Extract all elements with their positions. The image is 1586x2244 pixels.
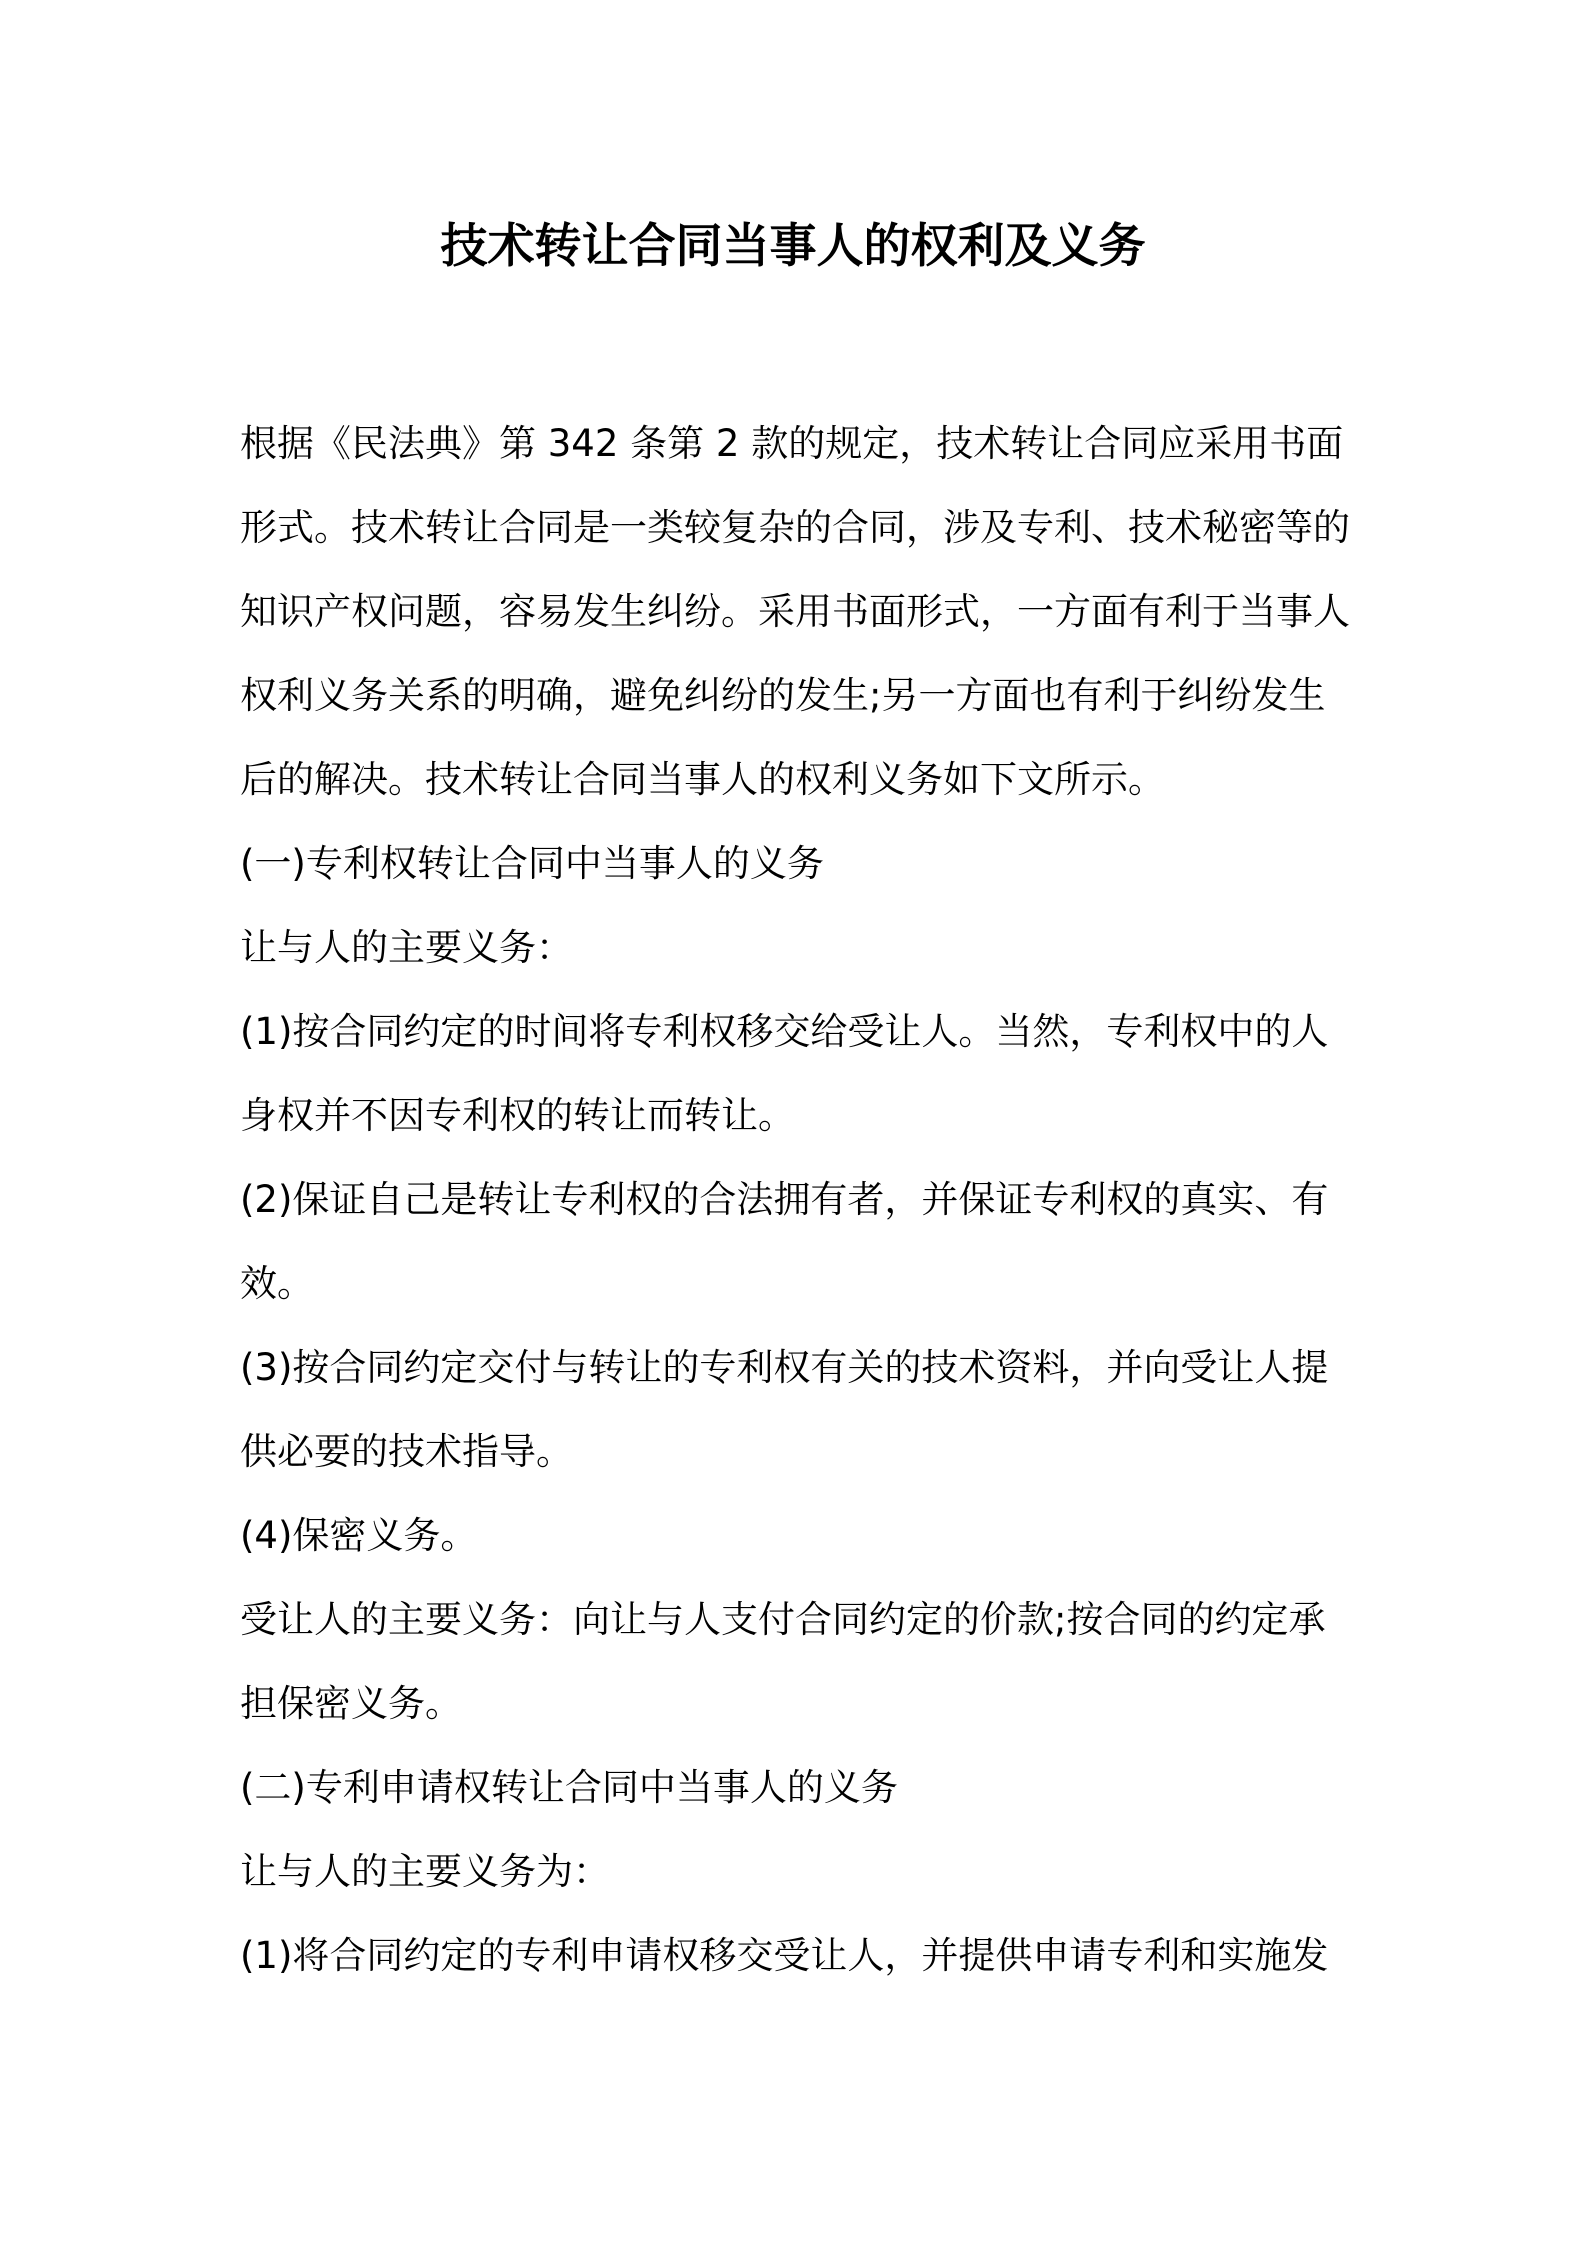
list-item-line: (1)将合同约定的专利申请权移交受让人，并提供申请专利和实施发	[240, 1934, 1329, 1977]
list-item-line: 效。	[240, 1262, 314, 1305]
paragraph-line: 担保密义务。	[240, 1682, 462, 1725]
paragraph-line: 根据《民法典》第 342 条第 2 款的规定，技术转让合同应采用书面	[240, 422, 1344, 465]
section-heading: (一)专利权转让合同中当事人的义务	[240, 842, 824, 885]
section-heading: (二)专利申请权转让合同中当事人的义务	[240, 1766, 898, 1809]
list-item-line: (4)保密义务。	[240, 1514, 478, 1557]
paragraph-line: 后的解决。技术转让合同当事人的权利义务如下文所示。	[240, 758, 1165, 801]
document-body	[240, 402, 1360, 1998]
paragraph-line: 让与人的主要义务：	[240, 926, 573, 969]
list-item-line: (3)按合同约定交付与转让的专利权有关的技术资料，并向受让人提	[240, 1346, 1329, 1389]
paragraph-line: 受让人的主要义务：向让与人支付合同约定的价款;按合同的约定承	[240, 1598, 1326, 1641]
list-item-line: 供必要的技术指导。	[240, 1430, 573, 1473]
list-item-line: 身权并不因专利权的转让而转让。	[240, 1094, 795, 1137]
document-title: 技术转让合同当事人的权利及义务	[440, 219, 1146, 274]
paragraph-line: 让与人的主要义务为：	[240, 1850, 610, 1893]
paragraph-line: 知识产权问题，容易发生纠纷。采用书面形式，一方面有利于当事人	[240, 590, 1350, 633]
list-item-line: (1)按合同约定的时间将专利权移交给受让人。当然，专利权中的人	[240, 1010, 1329, 1053]
list-item-line: (2)保证自己是转让专利权的合法拥有者，并保证专利权的真实、有	[240, 1178, 1329, 1221]
paragraph-line: 形式。技术转让合同是一类较复杂的合同，涉及专利、技术秘密等的	[240, 506, 1350, 549]
paragraph-line: 权利义务关系的明确，避免纠纷的发生;另一方面也有利于纠纷发生	[240, 674, 1326, 717]
